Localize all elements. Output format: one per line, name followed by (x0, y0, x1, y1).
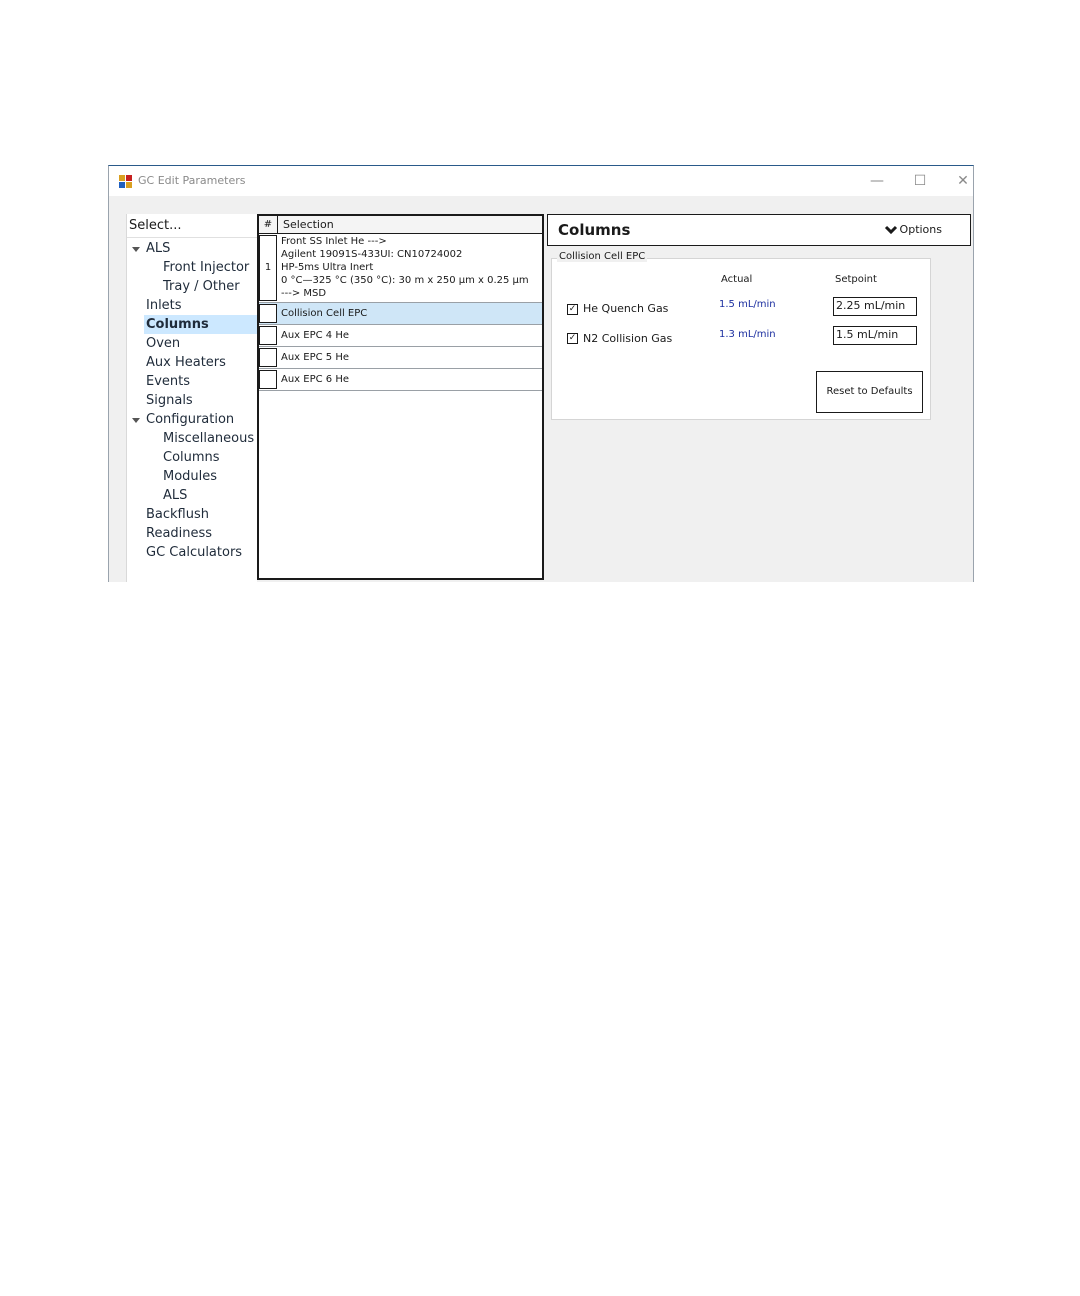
tree-item-config-columns[interactable]: Columns (163, 450, 220, 465)
n2-collision-gas-checkbox[interactable]: ✓ (568, 333, 577, 343)
grid-header-number: # (259, 216, 278, 233)
actual-column-header: Actual (721, 274, 753, 285)
maximize-button[interactable]: ☐ (913, 173, 927, 189)
tree-item-inlets[interactable]: Inlets (146, 298, 182, 313)
row-line: Aux EPC 6 He (281, 374, 349, 385)
setpoint-column-header: Setpoint (835, 274, 877, 285)
tree-item-modules[interactable]: Modules (163, 469, 218, 484)
navigation-tree (126, 214, 257, 582)
grid-row-collision-cell-epc[interactable] (259, 303, 542, 325)
title-bar (109, 166, 973, 196)
options-button[interactable]: Options (899, 223, 942, 236)
row-number-cell: 1 (259, 235, 277, 301)
grid-row-aux-epc-6[interactable] (259, 369, 542, 391)
tree-item-tray-other[interactable]: Tray / Other (163, 279, 240, 294)
grid-row-aux-epc-5[interactable] (259, 347, 542, 369)
row-number-cell (259, 370, 277, 389)
row-line: Collision Cell EPC (281, 308, 368, 319)
tree-item-columns[interactable]: Columns (144, 315, 257, 334)
row-line: 0 °C—325 °C (350 °C): 30 m x 250 µm x 0.25 µm (281, 275, 529, 286)
minimize-button[interactable]: — (870, 173, 884, 189)
he-quench-gas-checkbox[interactable]: ✓ (568, 304, 577, 314)
expand-als-icon[interactable] (132, 247, 140, 252)
row-line: ---> MSD (281, 288, 327, 299)
tree-item-front-injector[interactable]: Front Injector (163, 260, 250, 275)
tree-item-configuration[interactable]: Configuration (146, 412, 235, 427)
expand-configuration-icon[interactable] (132, 418, 140, 423)
gc-edit-parameters-window (108, 165, 974, 582)
panel-header (547, 214, 971, 246)
row-line: Aux EPC 5 He (281, 352, 349, 363)
close-button[interactable]: ✕ (957, 173, 969, 189)
row-number-cell (259, 348, 277, 367)
chevron-down-icon[interactable] (884, 224, 898, 236)
n2-collision-actual-value: 1.3 mL/min (719, 329, 776, 340)
grid-row-aux-epc-4[interactable] (259, 325, 542, 347)
n2-collision-setpoint-input[interactable]: 1.5 mL/min (833, 326, 917, 345)
he-quench-gas-label: He Quench Gas (583, 302, 669, 315)
row-number-cell (259, 326, 277, 345)
tree-item-events[interactable]: Events (146, 374, 191, 389)
he-quench-setpoint-input[interactable]: 2.25 mL/min (833, 297, 917, 316)
row-line: Aux EPC 4 He (281, 330, 349, 341)
tree-item-als[interactable]: ALS (146, 241, 171, 256)
row-number-cell (259, 304, 277, 323)
app-icon (119, 175, 132, 188)
tree-item-miscellaneous[interactable]: Miscellaneous (163, 431, 255, 446)
panel-title: Columns (558, 221, 631, 239)
tree-item-backflush[interactable]: Backflush (146, 507, 210, 522)
tree-item-aux-heaters[interactable]: Aux Heaters (146, 355, 226, 370)
tree-header: Select... (127, 216, 257, 238)
tree-item-config-als[interactable]: ALS (163, 488, 188, 503)
tree-item-oven[interactable]: Oven (146, 336, 181, 351)
he-quench-actual-value: 1.5 mL/min (719, 299, 776, 310)
tree-item-signals[interactable]: Signals (146, 393, 193, 408)
group-label: Collision Cell EPC (559, 251, 646, 262)
row-line: HP-5ms Ultra Inert (281, 262, 374, 273)
n2-collision-gas-label: N2 Collision Gas (583, 332, 673, 345)
tree-item-readiness[interactable]: Readiness (146, 526, 213, 541)
row-line: Agilent 19091S-433UI: CN10724002 (281, 249, 463, 260)
column-selection-grid (257, 214, 544, 580)
grid-header (259, 216, 542, 234)
reset-to-defaults-button[interactable]: Reset to Defaults (816, 371, 923, 413)
row-line: Front SS Inlet He ---> (281, 236, 387, 247)
tree-item-gc-calculators[interactable]: GC Calculators (146, 545, 243, 560)
grid-header-selection: Selection (283, 218, 334, 231)
grid-row-column-1[interactable] (259, 234, 542, 303)
window-title: GC Edit Parameters (138, 174, 246, 187)
